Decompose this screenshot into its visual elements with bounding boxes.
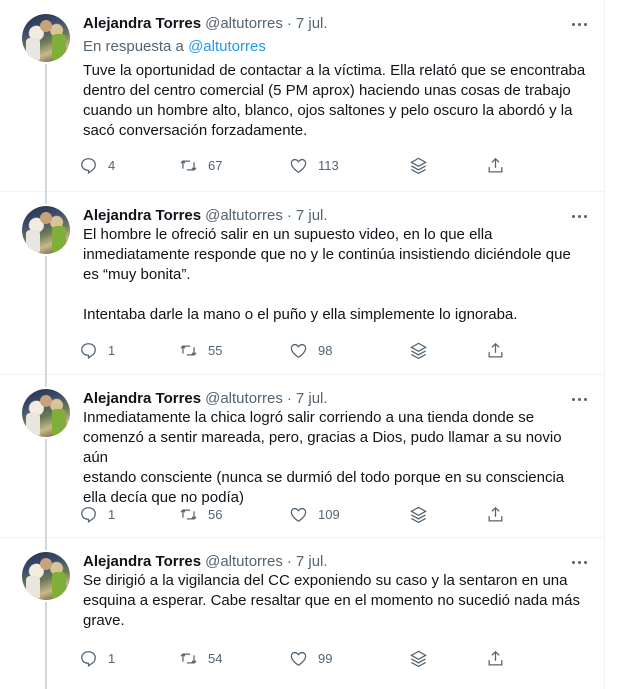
retweet-button[interactable] (179, 502, 222, 526)
tweet-text: El hombre le ofreció salir en un supuesto video, en lo que ella inmediatamente responde que no y le continúa insistiendo diciéndole que es “muy bonita”. Intentaba darle la mano o el puño y ella simplemente lo ignoraba. (83, 226, 571, 323)
reply-prefix: En respuesta a (83, 38, 184, 55)
retweet-count: 67 (208, 157, 223, 173)
separator: · (286, 553, 292, 570)
like-button[interactable] (289, 646, 332, 670)
share-button[interactable] (486, 502, 505, 526)
layers-icon (409, 156, 428, 175)
more-icon[interactable] (567, 206, 591, 226)
tweet[interactable] (0, 375, 605, 538)
reply-button[interactable] (79, 153, 115, 177)
tweet-header (83, 389, 328, 409)
reply-icon (79, 649, 98, 668)
tweet[interactable] (0, 192, 605, 375)
heart-icon (289, 649, 308, 668)
like-button[interactable] (289, 153, 339, 177)
reply-handle-link[interactable]: @altutorres (188, 38, 266, 55)
layers-icon (409, 341, 428, 360)
stack-button[interactable] (409, 153, 428, 177)
stack-button[interactable] (409, 502, 428, 526)
reply-count: 1 (108, 650, 116, 666)
retweet-count: 55 (208, 342, 223, 358)
thread-connector (45, 375, 47, 387)
tweet-text: Se dirigió a la vigilancia del CC exponiendo su caso y la sentaron en una esquina a esperar. Cabe resaltar que en el momento no sucedió nada más grave. (83, 572, 580, 629)
tweet[interactable] (0, 0, 605, 192)
tweet-date[interactable]: 7 jul. (295, 553, 328, 570)
retweet-button[interactable] (179, 338, 222, 362)
avatar[interactable] (22, 389, 70, 437)
stack-button[interactable] (409, 646, 428, 670)
reply-count: 1 (108, 506, 116, 522)
thread-connector (45, 538, 47, 550)
share-icon (486, 341, 505, 360)
reply-context (83, 37, 266, 57)
like-button[interactable] (289, 502, 340, 526)
author-name[interactable]: Alejandra Torres (83, 390, 202, 407)
reply-button[interactable] (79, 338, 115, 362)
retweet-button[interactable] (179, 153, 222, 177)
retweet-icon (179, 505, 198, 524)
tweet[interactable] (0, 538, 605, 689)
more-icon[interactable] (567, 552, 591, 572)
share-button[interactable] (486, 338, 505, 362)
share-icon (486, 649, 505, 668)
tweet-text: Tuve la oportunidad de contactar a la víctima. Ella relató que se encontraba dentro del centro comercial (5 PM aprox) haciendo unas cosas de trabajo cuando un hombre alto, blanco, ojos saltones y pelo oscuro la abordó y la sacó conversación forzadamente. (83, 62, 586, 139)
author-handle[interactable]: @altutorres (205, 15, 283, 32)
avatar[interactable] (22, 552, 70, 600)
tweet-date[interactable]: 7 jul. (295, 207, 328, 224)
tweet-actions (79, 153, 519, 177)
tweet-actions (79, 646, 519, 670)
retweet-button[interactable] (179, 646, 222, 670)
heart-icon (289, 505, 308, 524)
like-count: 109 (318, 506, 340, 522)
thread-connector (45, 439, 47, 538)
retweet-count: 54 (208, 650, 223, 666)
like-count: 99 (318, 650, 333, 666)
tweet-actions (79, 338, 519, 362)
author-handle[interactable]: @altutorres (205, 207, 283, 224)
reply-count: 4 (108, 157, 116, 173)
like-count: 113 (318, 157, 339, 173)
thread-connector (45, 602, 47, 689)
tweet-date[interactable]: 7 jul. (295, 390, 328, 407)
separator: · (286, 207, 292, 224)
avatar[interactable] (22, 14, 70, 62)
thread-connector (45, 64, 47, 192)
avatar[interactable] (22, 206, 70, 254)
author-name[interactable]: Alejandra Torres (83, 15, 202, 32)
reply-icon (79, 341, 98, 360)
reply-button[interactable] (79, 646, 115, 670)
retweet-icon (179, 649, 198, 668)
stack-button[interactable] (409, 338, 428, 362)
reply-icon (79, 156, 98, 175)
tweet-text: Inmediatamente la chica logró salir corriendo a una tienda donde se comenzó a sentir mareada, pero, gracias a Dios, pudo llamar a su novio aún estando consciente (nunca se durmió del todo porque en su consciencia ella decía que no podía) (83, 409, 565, 506)
separator: · (286, 15, 292, 32)
tweet-actions (79, 502, 519, 526)
thread-connector (45, 256, 47, 375)
more-icon[interactable] (567, 14, 591, 34)
share-button[interactable] (486, 153, 505, 177)
share-icon (486, 505, 505, 524)
tweet-header (83, 552, 328, 572)
heart-icon (289, 156, 308, 175)
layers-icon (409, 649, 428, 668)
like-button[interactable] (289, 338, 332, 362)
tweet-header (83, 206, 328, 226)
share-icon (486, 156, 505, 175)
author-name[interactable]: Alejandra Torres (83, 207, 202, 224)
retweet-count: 56 (208, 506, 223, 522)
retweet-icon (179, 156, 198, 175)
tweet-date[interactable]: 7 jul. (295, 15, 328, 32)
heart-icon (289, 341, 308, 360)
like-count: 98 (318, 342, 333, 358)
separator: · (286, 390, 292, 407)
thread-connector (45, 192, 47, 204)
author-handle[interactable]: @altutorres (205, 553, 283, 570)
retweet-icon (179, 341, 198, 360)
author-name[interactable]: Alejandra Torres (83, 553, 202, 570)
reply-icon (79, 505, 98, 524)
author-handle[interactable]: @altutorres (205, 390, 283, 407)
share-button[interactable] (486, 646, 505, 670)
reply-count: 1 (108, 342, 116, 358)
more-icon[interactable] (567, 389, 591, 409)
reply-button[interactable] (79, 502, 115, 526)
tweet-header (83, 14, 328, 34)
layers-icon (409, 505, 428, 524)
